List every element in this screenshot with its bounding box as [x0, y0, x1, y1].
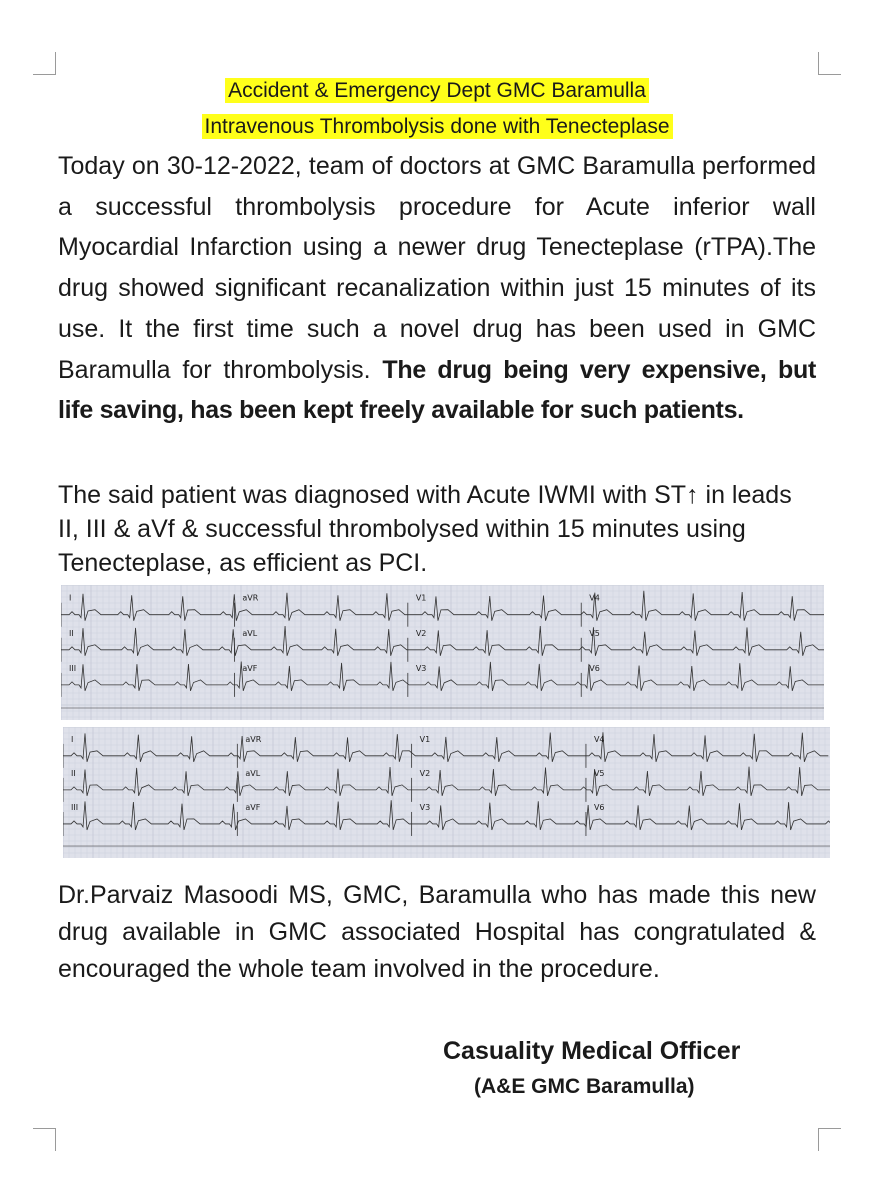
signature-title: Casuality Medical Officer: [443, 1037, 741, 1065]
report-paragraph-3: Dr.Parvaiz Masoodi MS, GMC, Baramulla who has made this new drug available in GMC associated Hospital has congratulated & encouraged the whole team involved in the procedure.: [58, 881, 816, 983]
ecg-lead-label: V1: [415, 593, 427, 603]
ecg-lead-label: V1: [419, 734, 431, 744]
ecg-lead-label: aVF: [245, 802, 261, 812]
ecg-lead-label: aVR: [245, 734, 262, 744]
ecg-lead-label: I: [69, 593, 72, 603]
ecg-waveform: [63, 767, 830, 796]
ecg-lead-label: aVF: [242, 663, 258, 673]
ecg-lead-label: I: [71, 734, 74, 744]
ecg-lead-label: V6: [593, 802, 605, 812]
header-line-1: Accident & Emergency Dept GMC Baramulla: [0, 77, 874, 105]
emphasis-text: The drug being very expensive, but life saving, has been kept freely available for such patients.: [58, 355, 816, 425]
ecg-lead-label: V5: [593, 768, 605, 778]
ecg-lead-label: aVR: [242, 593, 259, 603]
ecg-lead-label: V4: [589, 593, 600, 603]
ecg-lead-label: III: [69, 663, 77, 673]
page-corner-mark: [33, 1128, 56, 1151]
signature-dept: (A&E GMC Baramulla): [474, 1075, 695, 1098]
ecg-lead-label: II: [69, 628, 74, 638]
report-paragraph-1: Today on 30-12-2022, team of doctors at GMC Baramulla performed a successful thrombolysis procedure for Acute inferior wall Myocardial Infarction using a newer drug Tenecteplase (rTPA).The drug showed significant recanalization within just 15 minutes of its use. It the first time such a novel drug has been used in GMC Baramulla for thrombolysis. The drug being very expensive, but life saving, has been kept freely available for such patients.: [58, 152, 816, 425]
ecg-lead-label: V5: [589, 628, 600, 638]
ecg-lead-label: aVL: [242, 628, 258, 638]
ecg-waveform: [61, 662, 824, 691]
ecg-lead-label: V2: [415, 628, 427, 638]
ecg-waveform: [63, 800, 830, 830]
ecg-lead-label: V6: [589, 663, 600, 673]
ecg-strip-before: [61, 585, 824, 720]
page-corner-mark: [818, 1128, 841, 1151]
header-line-2: Intravenous Thrombolysis done with Tenecteplase: [0, 113, 874, 141]
ecg-lead-label: V3: [419, 802, 431, 812]
ecg-lead-label: V4: [593, 734, 605, 744]
ecg-lead-label: III: [71, 802, 79, 812]
ecg-lead-label: V2: [419, 768, 431, 778]
ecg-trace: [61, 585, 824, 720]
ecg-lead-label: aVL: [245, 768, 261, 778]
page-corner-mark: [818, 52, 841, 75]
ecg-trace: [63, 727, 830, 858]
ecg-waveform: [61, 626, 824, 656]
ecg-waveform: [61, 591, 824, 621]
ecg-lead-label: V3: [415, 663, 427, 673]
ecg-lead-label: II: [71, 768, 76, 778]
report-paragraph-2: The said patient was diagnosed with Acute IWMI with ST↑ in leads II, III & aVf & successful thrombolysed within 15 minutes using Tenecteplase, as efficient as PCI.: [58, 481, 792, 577]
page-corner-mark: [33, 52, 56, 75]
ecg-strip-after: [63, 727, 830, 858]
